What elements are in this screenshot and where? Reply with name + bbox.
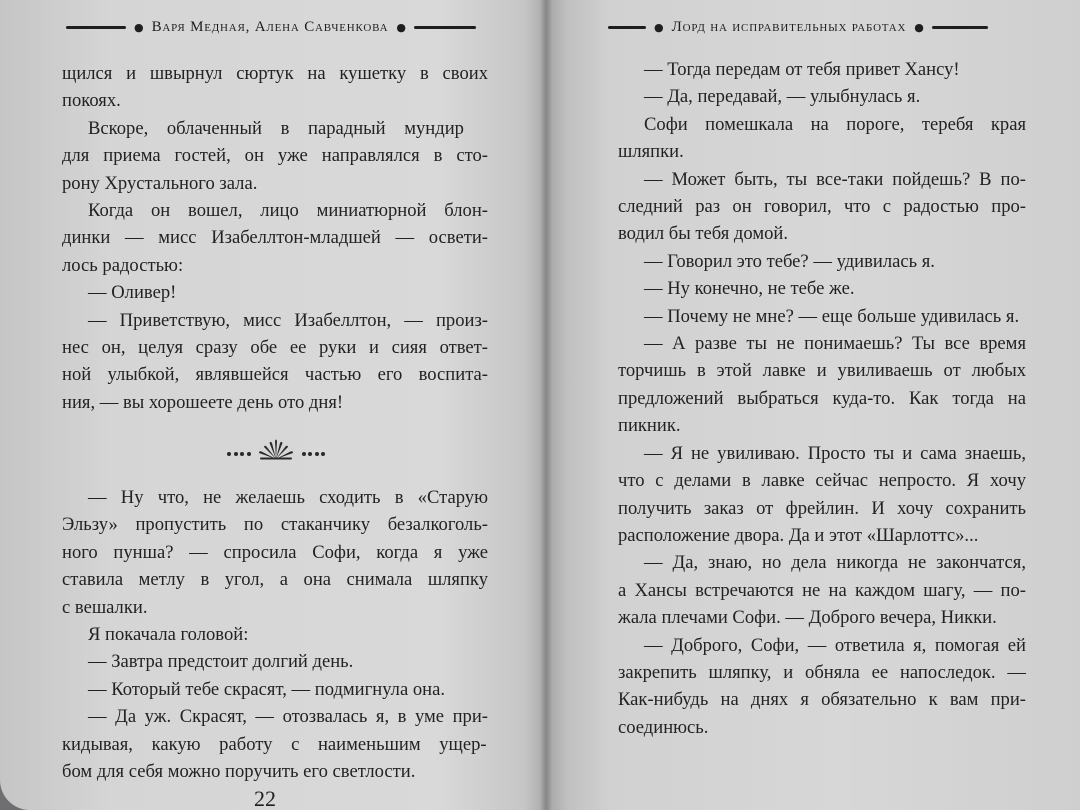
text-line: ния, — вы хорошеете день ото дня! — [62, 391, 344, 413]
text-line: — Да уж. Скрасят, — отозвалась я, в уме при- — [88, 706, 488, 728]
text-line: динки — мисс Изабеллтон-младшей — освети- — [62, 227, 488, 249]
text-line: — Почему не мне? — еще больше удивилась я. — [644, 305, 1020, 327]
text-line: — Который тебе скрасят, — подмигнула она. — [88, 678, 446, 700]
text-line: Эльзу» пропустить по стаканчику безалкоголь- — [62, 514, 488, 536]
text-line: пикник. — [618, 415, 681, 437]
text-line: — Ну конечно, не тебе же. — [644, 278, 855, 300]
text-line: рону Хрустального зала. — [62, 172, 258, 194]
text-line: торчишь в этой лавке и увиливаешь от любых — [618, 360, 1026, 382]
text-line: — Оливер! — [88, 282, 177, 304]
text-line: — Доброго, Софи, — ответила я, помогая ей — [644, 634, 1026, 656]
right-running-header — [608, 14, 988, 40]
header-dot: ● — [134, 20, 144, 34]
text-line: закрепить шляпку, и обняла ее напоследок. — — [618, 661, 1026, 683]
text-line: Когда он вошел, лицо миниатюрной блон- — [88, 200, 488, 222]
text-line: — Тогда передам от тебя привет Хансу! — [644, 59, 960, 80]
text-line: — Приветствую, мисс Изабеллтон, — произ- — [88, 309, 488, 331]
text-line: с вешалки. — [62, 596, 148, 618]
text-line: — Может быть, ты все-таки пойдешь? В по- — [644, 168, 1026, 190]
text-line: а Хансы встречаются не на каждом шагу, — по- — [618, 579, 1026, 601]
text-line: — Завтра предстоит долгий день. — [88, 651, 354, 673]
text-line: Как-нибудь на днях я обязательно к вам при- — [618, 689, 1026, 711]
header-dot: ● — [654, 20, 664, 34]
text-line: ной улыбкой, являвшейся частью его воспита- — [62, 364, 488, 386]
text-line: жала плечами Софи. — Доброго вечера, Никки. — [618, 607, 997, 629]
author-names: Варя Медная, Алена Савченкова — [151, 18, 389, 35]
text-line: расположение двора. Да и этот «Шарлоттс»... — [618, 524, 979, 546]
text-line: следний раз он говорил, что с радостью про- — [618, 196, 1026, 218]
text-line: Я покачала головой: — [88, 624, 249, 646]
left-running-header — [66, 14, 476, 40]
text-line: ного пунша? — спросила Софи, когда я уже — [62, 541, 488, 563]
text-line: — А разве ты не понимаешь? Ты все время — [644, 333, 1026, 355]
text-line: — Я не увиливаю. Просто ты и сама знаешь, — [644, 442, 1026, 464]
header-rule — [66, 26, 126, 29]
text-line: — Говорил это тебе? — удивилась я. — [644, 250, 935, 272]
section-break-ornament — [226, 438, 327, 460]
page-number: 22 — [254, 786, 276, 810]
fan-ornament-icon — [256, 438, 296, 460]
text-line: что с делами в лавке сейчас непросто. Я хочу — [618, 470, 1026, 492]
text-line: — Да, передавай, — улыбнулась я. — [644, 86, 921, 108]
text-line: для приема гостей, он уже направлялся в сто- — [62, 145, 488, 167]
header-rule — [608, 26, 646, 29]
right-page — [546, 0, 1080, 810]
text-line: шляпки. — [618, 141, 684, 163]
header-rule — [932, 26, 988, 29]
text-line: предложений выбраться куда-то. Как тогда на — [618, 387, 1026, 409]
text-line: щился и швырнул сюртук на кушетку в своих — [62, 63, 488, 84]
header-rule — [414, 26, 476, 29]
text-line: водил бы тебя домой. — [618, 223, 788, 245]
text-line: кидывая, какую работу с наименьшим ущер- — [62, 733, 487, 755]
book-gutter — [540, 0, 552, 810]
text-line: Софи помешкала на пороге, теребя края — [644, 113, 1026, 135]
left-text-section-2 — [62, 484, 488, 785]
text-line: бом для себя можно поручить его светлости. — [62, 761, 416, 783]
text-line: Вскоре, облаченный в парадный мундир — [88, 117, 464, 139]
book-title: Лорд на исправительных работах — [671, 18, 907, 35]
text-line: соединюсь. — [618, 716, 709, 738]
text-line: — Да, знаю, но дела никогда не закончатся, — [644, 552, 1026, 574]
text-line: покоях. — [62, 90, 121, 112]
text-line: нес он, целуя сразу обе ее руки и сияя ответ- — [62, 337, 488, 359]
header-dot: ● — [914, 20, 924, 34]
left-text-section-1 — [62, 60, 488, 416]
right-text-column — [618, 56, 1026, 741]
text-line: лось радостью: — [62, 254, 184, 276]
header-dot: ● — [396, 20, 406, 34]
text-line: — Ну что, не желаешь сходить в «Старую — [88, 487, 488, 508]
text-line: ставила метлу в угол, а она снимала шляпку — [62, 569, 488, 591]
text-line: получить заказ от фрейлин. И хочу сохранить — [618, 497, 1026, 519]
